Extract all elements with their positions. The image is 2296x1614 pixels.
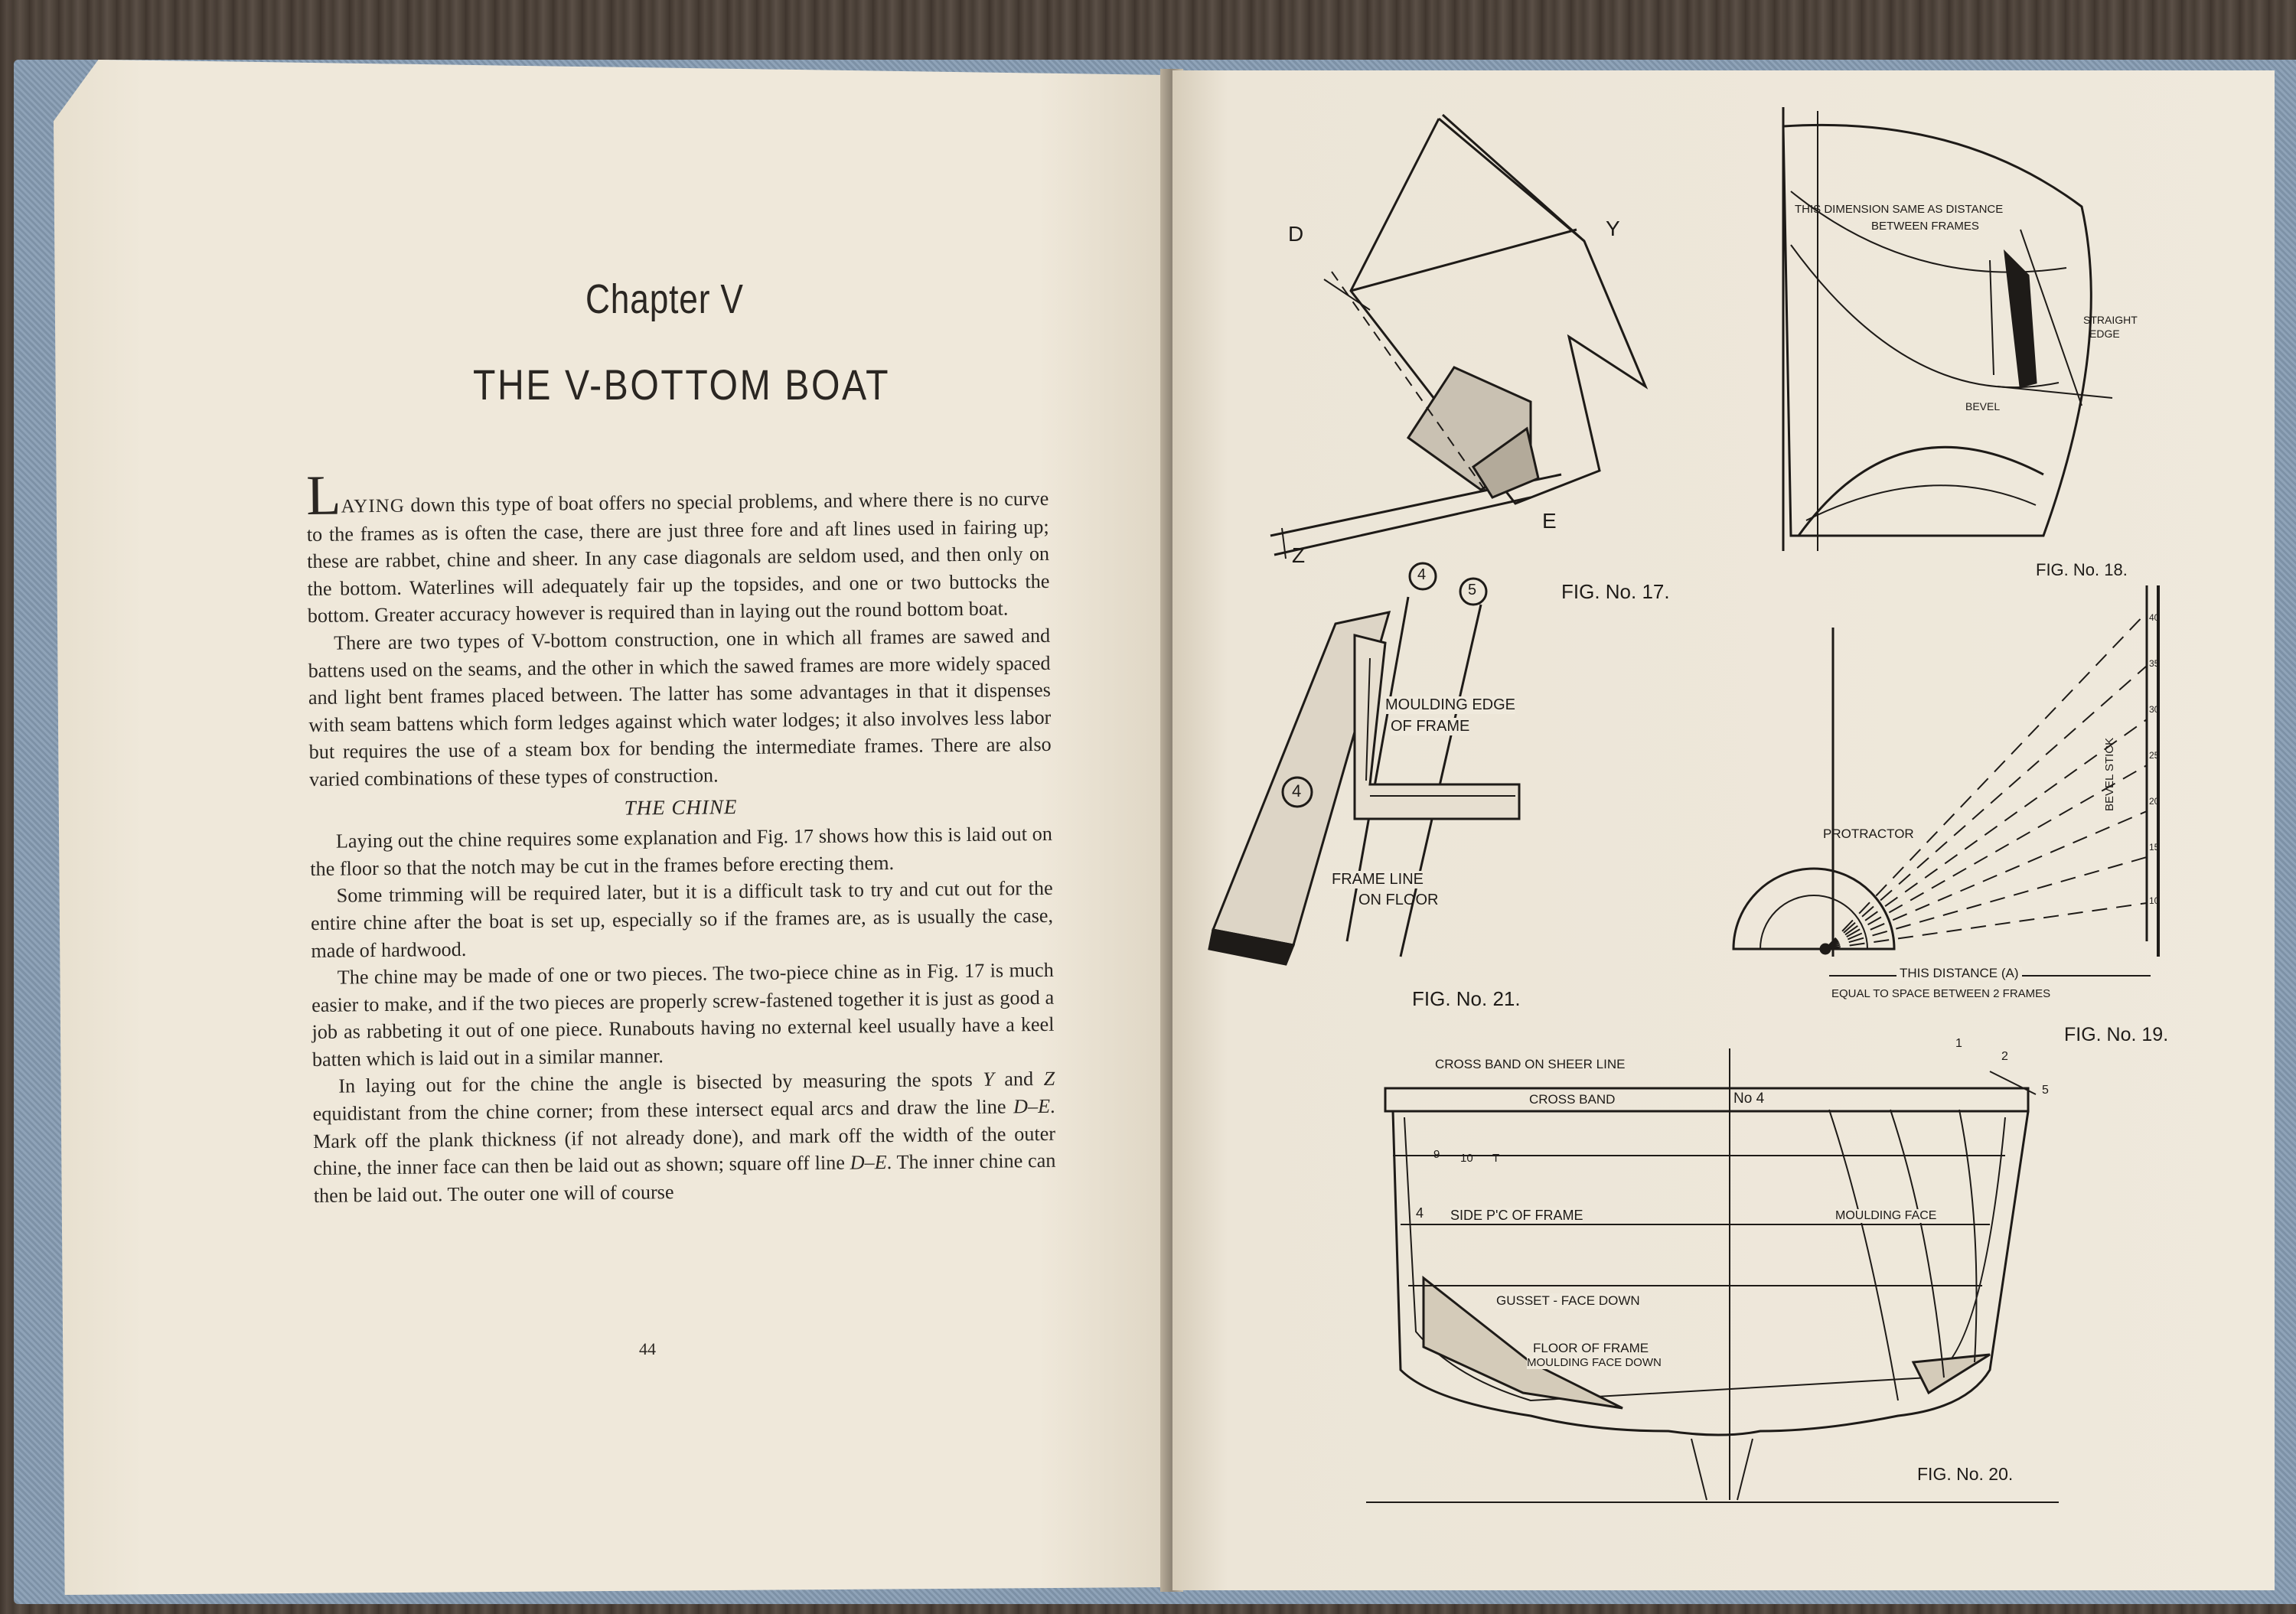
fig21-moulding-edge-2: OF FRAME <box>1391 718 1470 735</box>
p6-text-d: . Mark off the plank thickness (if not already done), and mark off the width of the outer chine, the inner face can then be laid out as shown; square off line <box>312 1094 1056 1180</box>
fig20-drawing <box>1366 1048 2059 1502</box>
fig20-moulding-face: MOULDING FACE <box>1835 1209 1937 1222</box>
fig17-caption: FIG. No. 17. <box>1561 580 1670 603</box>
paragraph-4: Some trimming will be required later, but it is a difficult task to try and cut out for the entire chine after the boat is set up, especially so if the frames are, as is usually the case, made of hardwood. <box>310 877 1054 962</box>
fig20-floor-line2: MOULDING FACE DOWN <box>1527 1356 1662 1369</box>
fig19-distance-label: THIS DISTANCE (A) <box>1896 966 2022 981</box>
fig21-circle-5: 5 <box>1468 582 1477 598</box>
fig20-num-5: 5 <box>2042 1084 2049 1097</box>
fig21-caption: FIG. No. 21. <box>1412 987 1521 1010</box>
fig19-protractor-label: PROTRACTOR <box>1823 827 1914 841</box>
fig21-frame-line-1: FRAME LINE <box>1332 871 1424 888</box>
fig20-floor-line1: FLOOR OF FRAME <box>1533 1341 1649 1355</box>
p6-text-b: and <box>993 1068 1044 1091</box>
p6-text-c: equidistant from the chine corner; from these intersect equal arcs and draw the line <box>312 1095 1014 1126</box>
fig19-tick-35: 35 <box>2149 658 2160 669</box>
fig20-no4: No 4 <box>1733 1091 1765 1107</box>
p6-line-de-1: D–E <box>1013 1094 1051 1118</box>
fig19-tick-20: 20 <box>2149 796 2160 807</box>
fig21-frame-line-2: ON FLOOR <box>1358 892 1439 908</box>
page-number: 44 <box>639 1339 656 1358</box>
fig17-label-d: D <box>1288 222 1304 246</box>
fig20-cross-band: CROSS BAND <box>1529 1092 1616 1107</box>
chapter-label: Chapter V <box>585 276 744 322</box>
fig19-drawing <box>1733 585 2158 976</box>
fig17-label-y: Y <box>1606 217 1620 240</box>
fig18-note-line2: BETWEEN FRAMES <box>1871 220 1979 233</box>
p6-var-y: Y <box>983 1068 995 1091</box>
drop-cap: L <box>305 464 341 527</box>
chapter-title: THE V-BOTTOM BOAT <box>473 360 891 409</box>
fig21-circle-4b: 4 <box>1292 781 1302 800</box>
fig17-label-z: Z <box>1292 543 1306 567</box>
fig20-num-9: 9 <box>1433 1148 1440 1161</box>
fig20-letter-t: T <box>1492 1152 1500 1165</box>
fig18-note-line1: THIS DIMENSION SAME AS DISTANCE <box>1795 203 2004 216</box>
fig20-gusset: GUSSET - FACE DOWN <box>1496 1293 1640 1308</box>
fig21-moulding-edge-1: MOULDING EDGE <box>1385 696 1516 713</box>
fig19-tick-25: 25 <box>2149 750 2160 761</box>
fig20-cross-band-sheer: CROSS BAND ON SHEER LINE <box>1435 1057 1626 1071</box>
fig20-side-pc: SIDE P'C OF FRAME <box>1450 1208 1583 1223</box>
fig20-num-2: 2 <box>2001 1050 2008 1063</box>
fig19-equal-label: EQUAL TO SPACE BETWEEN 2 FRAMES <box>1831 987 2051 1000</box>
paragraph-3: Laying out the chine requires some explanation and Fig. 17 shows how this is laid out on the floor so that the notch may be cut in the frames before erecting them. <box>310 822 1053 880</box>
paragraph-5: The chine may be made of one or two pieces. The two-piece chine as in Fig. 17 is much easier to make, and if the two pieces are properly screw-fastened together it is just as good a job as rabbeting it out of one piece. Runabouts having no external keel usually have a keel batten which is laid out in a similar manner. <box>311 958 1055 1071</box>
fig18-straight-label: STRAIGHT <box>2083 314 2138 326</box>
p6-text-e: . The inner chine can then be laid out. The outer one will of course <box>313 1149 1056 1207</box>
fig20-num-1: 1 <box>1955 1037 1962 1050</box>
fig17-drawing <box>1270 115 1645 559</box>
paragraph-2: There are two types of V-bottom construction, one in which all frames are sawed and battens used on the seams, and the other in which the sawed frames are more widely spaced and light bent frames placed between. The latter has some advantages in that it dispenses with seam battens which form ledges against which water lodges; it also involves less labor but requires the use of a steam box for bending the intermediate frames. There are also varied combinations of these types of construction. <box>308 624 1052 791</box>
fig19-caption: FIG. No. 19. <box>2064 1024 2169 1045</box>
fig20-caption: FIG. No. 20. <box>1917 1464 2014 1484</box>
small-caps-lead: AYING <box>341 495 405 517</box>
fig17-label-e: E <box>1542 509 1557 533</box>
p6-var-z: Z <box>1043 1068 1055 1091</box>
fig19-bevel-stick-label: BEVEL STICK <box>2103 737 2116 811</box>
p6-line-de-2: D–E <box>850 1151 887 1174</box>
fig18-drawing <box>1783 107 2112 551</box>
fig21-circle-4a: 4 <box>1417 566 1427 583</box>
fig18-edge-label: EDGE <box>2089 328 2120 340</box>
fig20-num-4: 4 <box>1416 1205 1424 1221</box>
p6-text-a: In laying out for the chine the angle is bisected by measuring the spots <box>338 1068 983 1098</box>
fig20-num-10: 10 <box>1460 1152 1473 1165</box>
paragraph-1-text: down this type of boat offers no special problems, and where there is no curve to the frames as is often the case, there are just three fore and aft lines used in fairing up; these are rabbet, chine and sheer. In any case diagonals are seldom used, and then only on the bottom. Waterlines will adequately fair up the topsides, and one or two buttocks the bottom. Greater accuracy however is required than in laying out the round bottom boat. <box>306 487 1050 628</box>
fig18-bevel-label: BEVEL <box>1965 400 2001 412</box>
section-heading-chine: THE CHINE <box>624 794 738 820</box>
fig19-tick-10: 10 <box>2149 895 2160 906</box>
fig18-caption: FIG. No. 18. <box>2036 560 2128 579</box>
fig19-tick-15: 15 <box>2149 842 2160 853</box>
fig19-tick-30: 30 <box>2149 704 2160 715</box>
fig19-tick-40: 40 <box>2149 612 2160 623</box>
